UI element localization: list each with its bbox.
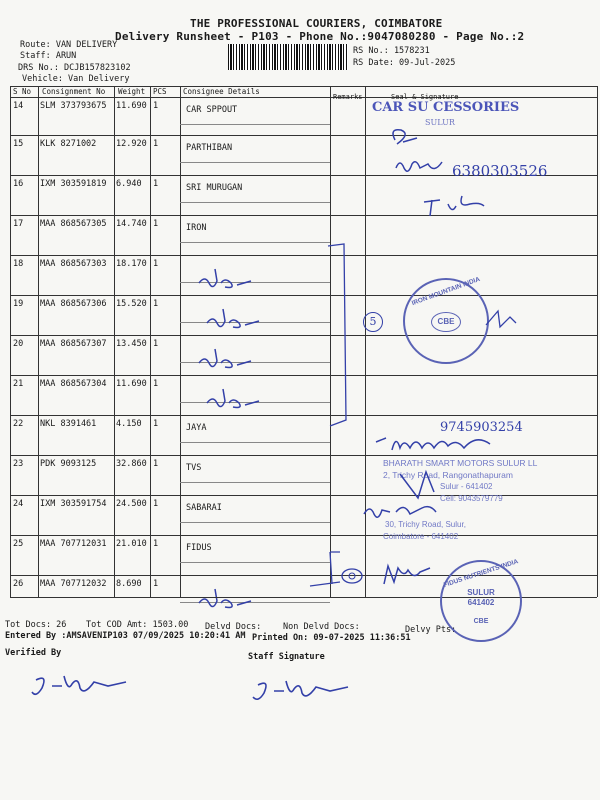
bharath-stamp-line: Cell: 9043579779 (440, 494, 503, 503)
iron-mountain-seal (403, 275, 489, 364)
row-pcs: 1 (153, 459, 159, 469)
row-pcs: 1 (153, 259, 159, 269)
row-sno: 25 (13, 539, 24, 549)
verified-by-label: Verified By (5, 648, 62, 658)
printed-on: Printed On: 09-07-2025 11:36:51 (252, 633, 411, 643)
row-consignee: FIDUS (186, 543, 212, 553)
signature-mark (372, 430, 512, 458)
col-consignment: Consignment No (42, 87, 106, 96)
signature-mark (480, 305, 520, 335)
signature-mark (385, 122, 425, 152)
row-pcs: 1 (153, 179, 159, 189)
col-sno: S No (13, 87, 32, 96)
row-weight: 6.940 (116, 179, 142, 189)
bracket-mark (326, 240, 356, 430)
row-consignment: MAA 868567307 (40, 339, 107, 349)
runsheet-subtitle: Delivery Runsheet - P103 - Phone No.:9047080280 - Page No.:2 (115, 30, 525, 43)
circled-number: 5 (363, 312, 383, 332)
row-weight: 14.740 (116, 219, 147, 229)
row-pcs: 1 (153, 419, 159, 429)
row-sno: 18 (13, 259, 24, 269)
route-label: Route: VAN DELIVERY (20, 40, 118, 50)
row-consignment: PDK 9093125 (40, 459, 97, 469)
bharath-stamp-line: Sulur - 641402 (440, 482, 493, 491)
row-pcs: 1 (153, 219, 159, 229)
row-sno: 14 (13, 101, 24, 111)
row-subrule (180, 202, 330, 203)
row-pcs: 1 (153, 139, 159, 149)
row-pcs: 1 (153, 499, 159, 509)
row-rule (10, 535, 597, 536)
row-sno: 15 (13, 139, 24, 149)
bharath-stamp-line: Coimbatore - 641402 (383, 532, 459, 541)
row-sno: 19 (13, 299, 24, 309)
row-pcs: 1 (153, 299, 159, 309)
seal-bottom: CBE (473, 618, 489, 625)
row-consignee: TVS (186, 463, 202, 473)
row-consignee: CAR SPPOUT (186, 105, 238, 115)
row-consignment: MAA 707712032 (40, 579, 107, 589)
row-sno: 23 (13, 459, 24, 469)
col-rule (150, 86, 151, 597)
delivered-docs: Delvd Docs: (205, 622, 262, 632)
signature-mark (392, 154, 452, 178)
row-weight: 11.690 (116, 379, 147, 389)
col-rule (114, 86, 115, 597)
row-subrule (180, 522, 330, 523)
row-consignee: JAYA (186, 423, 207, 433)
signature-mark (360, 468, 470, 528)
seal-center: SULUR 641402 (467, 588, 495, 607)
row-weight: 18.170 (116, 259, 147, 269)
row-consignment: IXM 303591819 (40, 179, 107, 189)
seal-text: FIDUS NUTRIENTS INDIA (442, 558, 520, 589)
seal-text: IRON MOUNTAIN INDIA (410, 275, 482, 308)
row-subrule (180, 124, 330, 125)
col-pcs: PCS (153, 87, 167, 96)
row-consignment: MAA 868567304 (40, 379, 107, 389)
entered-by: Entered By :AMSAVENIP103 07/09/2025 10:20:41 AM (5, 631, 246, 641)
row-pcs: 1 (153, 101, 159, 111)
row-weight: 15.520 (116, 299, 147, 309)
row-subrule (180, 162, 330, 163)
ditto-mark (195, 587, 255, 615)
signature-mark (380, 560, 440, 592)
col-consignee: Consignee Details (183, 87, 260, 96)
verifier-signature (28, 668, 138, 704)
fidus-seal (440, 560, 522, 642)
delivery-points: Delvy Pts: (405, 625, 457, 635)
row-rule (10, 295, 597, 296)
row-rule (10, 255, 597, 256)
row-rule (10, 215, 597, 216)
row-consignee: SRI MURUGAN (186, 183, 243, 193)
row-rule (10, 335, 597, 336)
row-sno: 17 (13, 219, 24, 229)
row-consignment: MAA 868567305 (40, 219, 107, 229)
row-sno: 16 (13, 179, 24, 189)
row-rule (10, 415, 597, 416)
row-rule (10, 375, 597, 376)
barcode (228, 44, 348, 70)
row-consignee: PARTHIBAN (186, 143, 233, 153)
col-seal: Seal & Signature (391, 93, 459, 101)
row-weight: 8.690 (116, 579, 142, 589)
row-weight: 13.450 (116, 339, 147, 349)
row-pcs: 1 (153, 579, 159, 589)
row-consignment: SLM 373793675 (40, 101, 107, 111)
col-weight: Weight (118, 87, 146, 96)
row-weight: 32.860 (116, 459, 147, 469)
total-cod: Tot COD Amt: 1503.00 (86, 620, 189, 630)
handwritten-phone: 9745903254 (440, 420, 523, 435)
row-sno: 20 (13, 339, 24, 349)
row-sno: 26 (13, 579, 24, 589)
row-rule (10, 495, 597, 496)
non-delivered-docs: Non Delvd Docs: (283, 622, 360, 632)
row-weight: 4.150 (116, 419, 142, 429)
row-weight: 11.690 (116, 101, 147, 111)
ditto-mark (203, 307, 263, 335)
row-weight: 21.010 (116, 539, 147, 549)
seal-center: CBE (431, 312, 461, 332)
ditto-mark (195, 267, 255, 295)
company-title: THE PROFESSIONAL COURIERS, COIMBATORE (190, 17, 443, 30)
rs-date: RS Date: 09-Jul-2025 (353, 58, 456, 68)
rs-number: RS No.: 1578231 (353, 46, 430, 56)
row-subrule (180, 482, 330, 483)
drs-number: DRS No.: DCJB157823102 (18, 63, 131, 73)
row-sno: 24 (13, 499, 24, 509)
row-consignment: MAA 868567306 (40, 299, 107, 309)
col-rule (597, 86, 598, 597)
vehicle-label: Vehicle: Van Delivery (22, 74, 130, 84)
row-pcs: 1 (153, 339, 159, 349)
row-consignment: NKL 8391461 (40, 419, 97, 429)
staff-signature-label: Staff Signature (248, 652, 325, 662)
car-stamp-sub: SULUR (425, 118, 455, 127)
bharath-stamp-line: BHARATH SMART MOTORS SULUR LL (383, 458, 538, 468)
row-consignment: IXM 303591754 (40, 499, 107, 509)
ditto-mark (195, 347, 255, 375)
handwritten-phone: 6380303526 (452, 162, 548, 180)
row-weight: 24.500 (116, 499, 147, 509)
row-subrule (180, 442, 330, 443)
row-sno: 22 (13, 419, 24, 429)
row-subrule (180, 242, 330, 243)
row-consignment: MAA 868567303 (40, 259, 107, 269)
row-pcs: 1 (153, 539, 159, 549)
row-pcs: 1 (153, 379, 159, 389)
row-consignment: KLK 8271002 (40, 139, 97, 149)
row-consignment: MAA 707712031 (40, 539, 107, 549)
row-consignee: IRON (186, 223, 207, 233)
ditto-mark (203, 387, 263, 415)
bracket-mark (300, 548, 370, 588)
table-header-rule (10, 97, 597, 98)
staff-label: Staff: ARUN (20, 51, 77, 61)
staff-signature (248, 675, 358, 711)
signature-mark (418, 192, 488, 222)
row-sno: 21 (13, 379, 24, 389)
bharath-stamp-line: 2, Trichy Road, Rangonathapuram (383, 470, 513, 480)
col-rule (10, 86, 11, 597)
row-weight: 12.920 (116, 139, 147, 149)
total-docs: Tot Docs: 26 (5, 620, 67, 630)
bharath-stamp-line: 30, Trichy Road, Sulur, (385, 520, 466, 529)
col-remarks: Remarks (333, 93, 363, 101)
car-accessories-stamp: CAR SU CESSORIES (372, 100, 520, 115)
col-rule (38, 86, 39, 597)
row-consignee: SABARAI (186, 503, 222, 513)
row-rule (10, 135, 597, 136)
